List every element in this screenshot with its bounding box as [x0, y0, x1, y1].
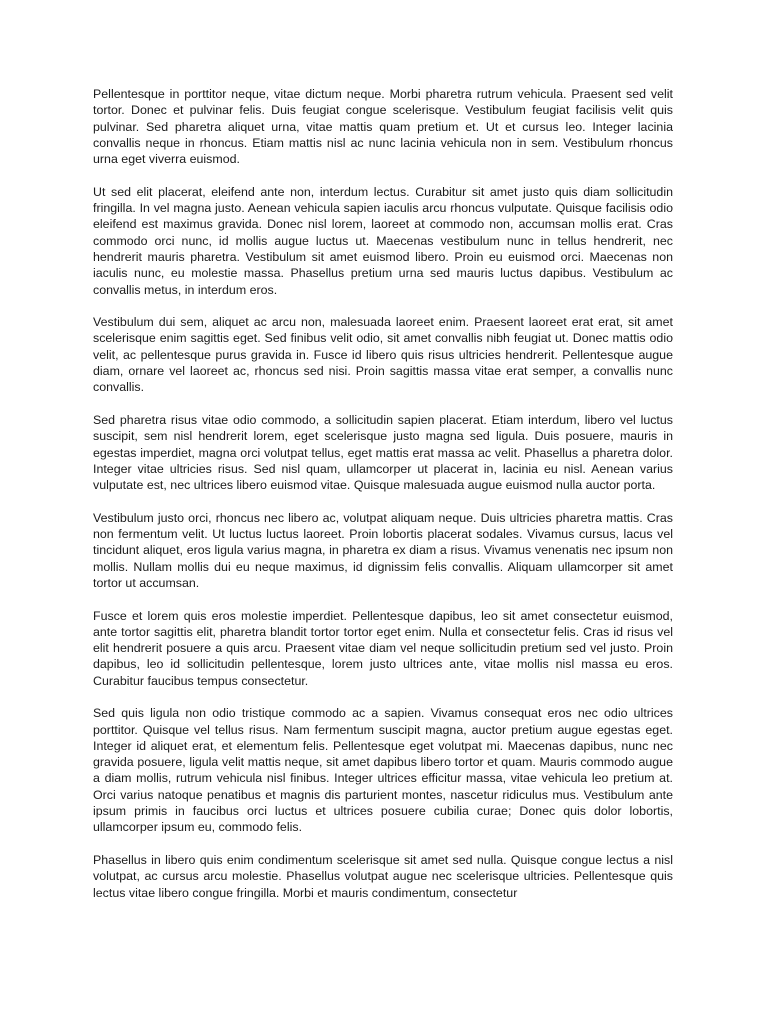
paragraph-7: Sed quis ligula non odio tristique commodo ac a sapien. Vivamus consequat eros nec odio ultrices porttitor. Quisque vel tellus risus. Nam fermentum suscipit magna, auctor pretium augue egestas eget. Integer id aliquet erat, et elementum felis. Pellentesque eget volutpat mi. Maecenas dapibus, nunc nec gravida posuere, ligula velit mattis neque, sit amet dapibus libero tortor et quam. Mauris commodo augue a diam mollis, rutrum vehicula nisl finibus. Integer ultrices efficitur massa, vitae vehicula leo pretium at. Orci varius natoque penatibus et magnis dis parturient montes, nascetur ridiculus mus. Vestibulum ante ipsum primis in faucibus orci luctus et ultrices posuere cubilia curae; Donec quis dolor lobortis, ullamcorper ipsum eu, commodo felis. [93, 706, 673, 835]
paragraph-8: Phasellus in libero quis enim condimentum scelerisque sit amet sed nulla. Quisque congue lectus a nisl volutpat, ac cursus arcu molestie. Phasellus volutpat augue nec scelerisque ultricies. Pellentesque quis lectus vitae libero congue fringilla. Morbi et mauris condimentum, consectetur [93, 852, 673, 900]
paragraph-1: Pellentesque in porttitor neque, vitae dictum neque. Morbi pharetra rutrum vehicula. Praesent sed velit tortor. Donec et pulvinar felis. Duis feugiat congue scelerisque. Vestibulum feugiat facilisis velit quis pulvinar. Sed pharetra aliquet urna, vitae mattis quam pretium et. Ut et cursus leo. Integer lacinia convallis neque in rhoncus. Etiam mattis nisl ac nunc lacinia vehicula non in sem. Vestibulum rhoncus urna eget viverra euismod. [93, 87, 673, 167]
paragraph-4: Sed pharetra risus vitae odio commodo, a sollicitudin sapien placerat. Etiam interdum, libero vel luctus suscipit, sem nisl hendrerit lorem, eget scelerisque justo magna sed ligula. Duis posuere, mauris in egestas imperdiet, magna orci volutpat tellus, eget mattis erat massa ac velit. Phasellus a pharetra dolor. Integer vitae ultricies risus. Sed nisl quam, ullamcorper ut placerat in, lacinia eu nisl. Aenean varius vulputate est, nec ultrices libero euismod vitae. Quisque malesuada augue euismod nulla auctor porta. [93, 412, 673, 493]
paragraph-5: Vestibulum justo orci, rhoncus nec libero ac, volutpat aliquam neque. Duis ultricies pharetra mattis. Cras non fermentum velit. Ut luctus luctus laoreet. Proin lobortis placerat sodales. Vivamus cursus, lacus vel tincidunt aliquet, eros ligula varius magna, in pharetra ex diam a risus. Vivamus venenatis nec ipsum non mollis. Nullam mollis dui eu neque maximus, id dignissim felis convallis. Aliquam ullamcorper sit amet tortor ut accumsan. [93, 510, 673, 590]
paragraph-3: Vestibulum dui sem, aliquet ac arcu non, malesuada laoreet enim. Praesent laoreet erat erat, sit amet scelerisque enim sagittis eget. Sed finibus velit odio, sit amet convallis nibh feugiat ut. Donec mattis odio velit, ac pellentesque purus gravida in. Fusce id libero quis risus ultricies hendrerit. Pellentesque augue diam, ornare vel laoreet ac, rhoncus sed nisi. Proin sagittis massa vitae erat semper, a convallis nunc convallis. [93, 315, 673, 395]
paragraph-6: Fusce et lorem quis eros molestie imperdiet. Pellentesque dapibus, leo sit amet consectetur euismod, ante tortor sagittis elit, pharetra blandit tortor tortor eget enim. Nulla et consectetur felis. Cras id risus vel elit hendrerit posuere a quis arcu. Praesent vitae diam vel neque sollicitudin pretium sed vel justo. Proin dapibus, leo id sollicitudin pellentesque, lorem justo ultrices ante, vitae mollis nisl massa eu eros. Curabitur faucibus tempus consectetur. [93, 608, 673, 688]
paragraph-2: Ut sed elit placerat, eleifend ante non, interdum lectus. Curabitur sit amet justo quis diam sollicitudin fringilla. In vel magna justo. Aenean vehicula sapien iaculis arcu rhoncus vulputate. Quisque facilisis odio eleifend est maximus gravida. Donec nisl lorem, laoreet at commodo non, accumsan mollis erat. Cras commodo orci nunc, id mollis augue luctus ut. Maecenas vestibulum nunc in tellus hendrerit, nec hendrerit mauris pharetra. Vestibulum sit amet euismod libero. Proin eu euismod orci. Maecenas non iaculis nunc, eu molestie massa. Phasellus pretium urna sed mauris luctus dapibus. Vestibulum ac convallis metus, in interdum eros. [93, 184, 673, 297]
document-body [93, 86, 673, 917]
